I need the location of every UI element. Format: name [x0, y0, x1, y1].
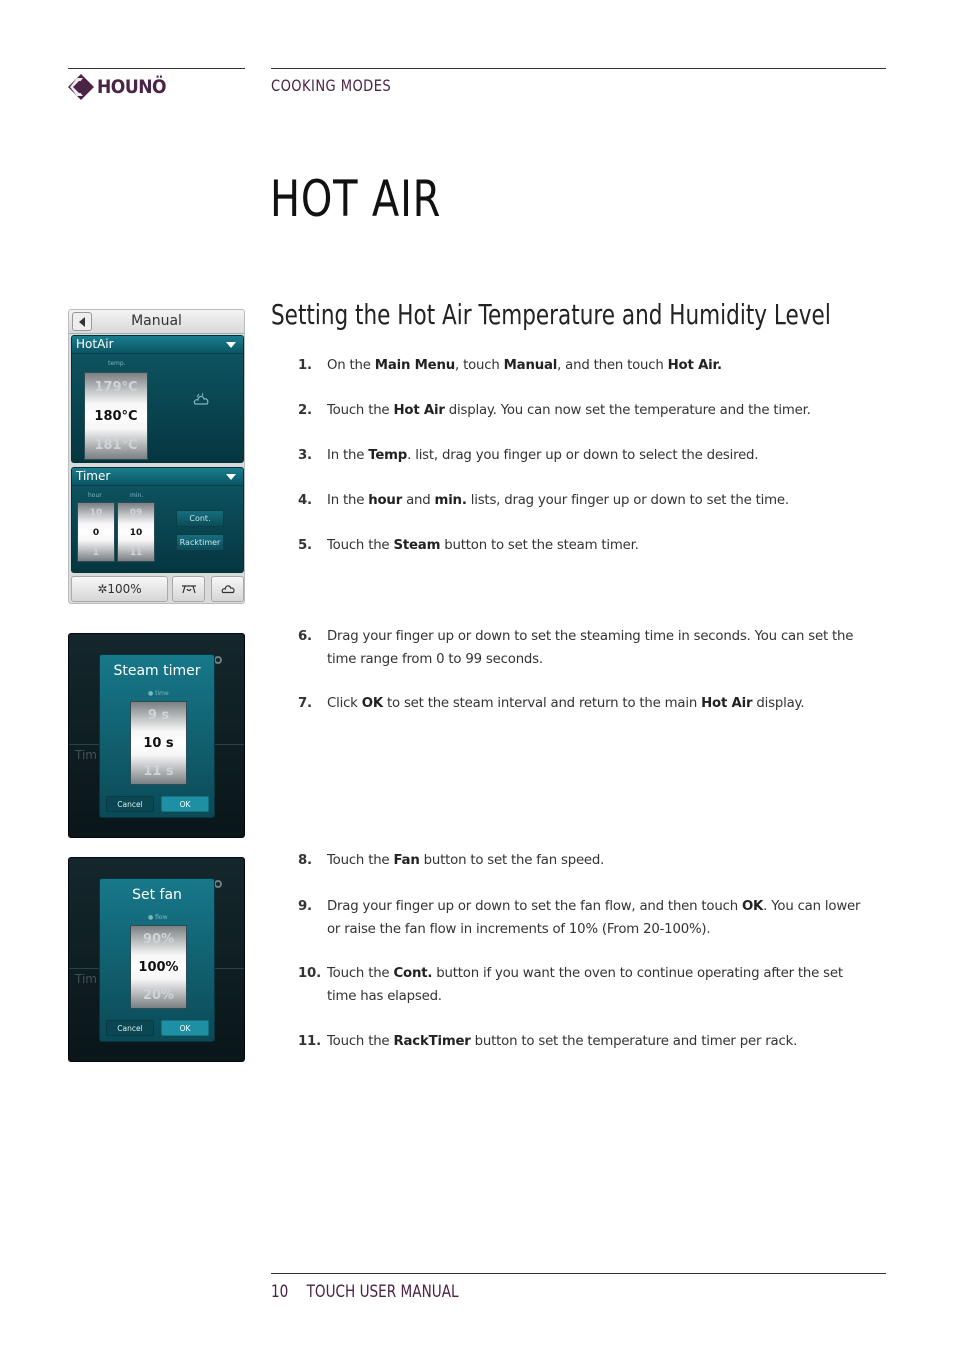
step-number: 6. — [298, 629, 312, 644]
step-number: 1. — [298, 358, 312, 373]
step-text-part: Touch the — [327, 538, 394, 553]
step-text — [327, 535, 868, 558]
step-number: 3. — [298, 448, 312, 463]
manual-top-bar — [69, 310, 244, 334]
hour-roller — [77, 502, 115, 562]
fan-value: 100% — [107, 582, 142, 596]
fan-flow-roller — [130, 925, 187, 1009]
step-text-part: display. You can now set the temperature and the timer. — [444, 403, 811, 418]
hour-caption: hour — [88, 492, 102, 499]
hour-prev: 10 — [89, 508, 103, 518]
instruction-step — [298, 693, 868, 716]
step-text-part: button to set the temperature and timer per rack. — [470, 1034, 798, 1049]
flow-caption: ● flow — [148, 914, 168, 921]
time-caption-text: time — [155, 690, 169, 697]
manual-title: TOUCH USER MANUAL — [306, 1282, 459, 1302]
instruction-step — [298, 400, 868, 423]
step-text — [327, 355, 868, 378]
step-text — [327, 850, 868, 873]
manual-title: Manual — [131, 313, 182, 329]
step-text-part: , touch — [455, 358, 504, 373]
instruction-step — [298, 355, 868, 378]
step-text-part: On the — [327, 358, 375, 373]
temp-roller — [84, 372, 148, 460]
step-text-part: Touch the — [327, 853, 394, 868]
hotair-label: HotAir — [76, 337, 114, 351]
steam-icon — [192, 392, 210, 408]
instruction-step — [298, 850, 868, 873]
step-text-part: button if you want the oven to continue operating after the set time has elapsed. — [327, 966, 843, 1004]
ghost-divider — [69, 744, 99, 745]
step-text-part: Touch the — [327, 966, 394, 981]
hour-next: 1 — [92, 548, 100, 558]
temp-current: 180°C — [94, 409, 138, 424]
hour-current: 0 — [92, 528, 100, 538]
step-number: 9. — [298, 899, 312, 914]
hotair-header — [72, 336, 243, 354]
status-dot-icon — [214, 656, 222, 664]
set-fan-dialog — [99, 878, 215, 1042]
ghost-divider — [69, 968, 99, 969]
cont-button: Cont. — [176, 510, 224, 527]
dropdown-arrow-icon — [226, 342, 236, 348]
step-number: 4. — [298, 493, 312, 508]
logo-text: HOUNÖ — [97, 76, 167, 98]
min-roller — [117, 502, 155, 562]
step-emphasis: OK — [741, 899, 764, 914]
step-number: 11. — [298, 1034, 321, 1049]
bottom-bar — [71, 576, 244, 602]
ok-button: OK — [161, 796, 209, 812]
timer-header — [72, 468, 243, 486]
step-text — [327, 963, 868, 1008]
header-rule-left — [68, 68, 245, 69]
time-caption: ● time — [148, 690, 169, 697]
min-caption: min. — [130, 492, 144, 499]
step-emphasis: Cont. — [393, 966, 433, 981]
step-emphasis: hour — [368, 493, 403, 508]
step-text — [327, 445, 868, 468]
step-text-part: Drag your finger up or down to set the steaming time in seconds. You can set the time range from 0 to 99 seconds. — [327, 629, 854, 667]
step-text — [327, 626, 868, 671]
step-text-part: In the — [327, 448, 369, 463]
steam-timer-title: Steam timer — [113, 663, 201, 679]
step-text-part: . list, drag you finger up or down to select the desired. — [407, 448, 759, 463]
ghost-divider — [215, 968, 245, 969]
step-number: 7. — [298, 696, 312, 711]
footer-rule — [271, 1273, 886, 1274]
humidity-button — [172, 576, 205, 602]
step-text-part: Drag your finger up or down to set the fan flow, and then touch — [327, 899, 742, 914]
set-fan-screen-image — [68, 857, 245, 1062]
instruction-step — [298, 1031, 868, 1054]
instruction-step — [298, 963, 868, 1008]
step-text-part: lists, drag your finger up or down to set the time. — [466, 493, 789, 508]
dropdown-arrow-icon — [226, 474, 236, 480]
fan-flow-current: 100% — [138, 960, 179, 975]
step-text-part: . You can lower or raise the fan flow in increments of 10% (From 20-100%). — [327, 899, 861, 937]
timer-panel — [71, 467, 244, 573]
instruction-step — [298, 896, 868, 941]
step-text — [327, 490, 868, 513]
instruction-step — [298, 535, 868, 558]
brand-logo — [68, 74, 166, 100]
page-title: HOT AIR — [270, 170, 442, 228]
steam-time-next: 11 s — [143, 764, 174, 779]
step-emphasis: RackTimer — [393, 1034, 471, 1049]
step-text — [327, 693, 868, 716]
section-subtitle: Setting the Hot Air Temperature and Humidity Level — [271, 298, 831, 331]
step-emphasis: Fan — [393, 853, 420, 868]
step-text-part: button to set the steam timer. — [440, 538, 639, 553]
set-fan-title: Set fan — [132, 887, 182, 903]
min-prev: 09 — [129, 508, 143, 518]
section-label: COOKING MODES — [271, 76, 392, 95]
instruction-step — [298, 445, 868, 468]
footer — [271, 1282, 459, 1302]
cancel-button: Cancel — [106, 1020, 154, 1036]
steam-timer-screen-image — [68, 633, 245, 838]
step-emphasis: Hot Air — [393, 403, 445, 418]
ghost-timer-label: Tim — [75, 748, 97, 762]
min-next: 11 — [129, 548, 143, 558]
steam-button — [211, 576, 244, 602]
step-emphasis: Manual — [503, 358, 558, 373]
ghost-divider — [215, 744, 245, 745]
step-emphasis: OK — [361, 696, 383, 711]
hotair-panel — [71, 335, 244, 463]
temp-prev: 179°C — [94, 380, 138, 395]
instruction-step — [298, 626, 868, 671]
ghost-timer-label: Tim — [75, 972, 97, 986]
steam-timer-dialog — [99, 654, 215, 818]
step-emphasis: Steam — [393, 538, 441, 553]
step-emphasis: Hot Air. — [667, 358, 722, 373]
step-emphasis: Temp — [368, 448, 408, 463]
step-text-part: Click — [327, 696, 362, 711]
diamond-logo-icon — [68, 74, 94, 100]
steam-time-roller — [130, 701, 187, 785]
step-text-part: display. — [752, 696, 805, 711]
fan-button — [71, 576, 168, 602]
steam-icon — [220, 582, 236, 596]
step-text-part: button to set the fan speed. — [419, 853, 605, 868]
status-dot-icon — [214, 880, 222, 888]
page-number: 10 — [271, 1282, 289, 1302]
racktimer-button: Racktimer — [176, 534, 224, 551]
step-text-part: , and then touch — [557, 358, 668, 373]
min-current: 10 — [129, 528, 143, 538]
step-text — [327, 400, 868, 423]
step-emphasis: Main Menu — [374, 358, 456, 373]
manual-screen-image — [68, 309, 245, 604]
flow-caption-text: flow — [155, 914, 168, 921]
ok-button: OK — [161, 1020, 209, 1036]
steam-time-current: 10 s — [143, 736, 174, 751]
instruction-step — [298, 490, 868, 513]
step-text — [327, 1031, 868, 1054]
step-text — [327, 896, 868, 941]
step-emphasis: min. — [434, 493, 467, 508]
step-number: 10. — [298, 966, 321, 981]
timer-label: Timer — [76, 469, 111, 483]
step-number: 5. — [298, 538, 312, 553]
step-text-part: In the — [327, 493, 369, 508]
temp-caption: temp. — [108, 360, 126, 367]
step-text-part: to set the steam interval and return to the main — [382, 696, 702, 711]
header-rule-right — [271, 68, 886, 69]
humidity-icon — [181, 583, 197, 595]
step-text-part: and — [402, 493, 435, 508]
fan-flow-prev: 90% — [142, 932, 175, 947]
fan-icon: ✲ — [97, 582, 108, 596]
steam-time-prev: 9 s — [147, 708, 170, 723]
step-text-part: Touch the — [327, 403, 394, 418]
cancel-button: Cancel — [106, 796, 154, 812]
fan-flow-next: 20% — [142, 988, 175, 1003]
step-emphasis: Hot Air — [701, 696, 753, 711]
step-text-part: Touch the — [327, 1034, 394, 1049]
step-number: 2. — [298, 403, 312, 418]
step-number: 8. — [298, 853, 312, 868]
temp-next: 181°C — [94, 438, 138, 453]
